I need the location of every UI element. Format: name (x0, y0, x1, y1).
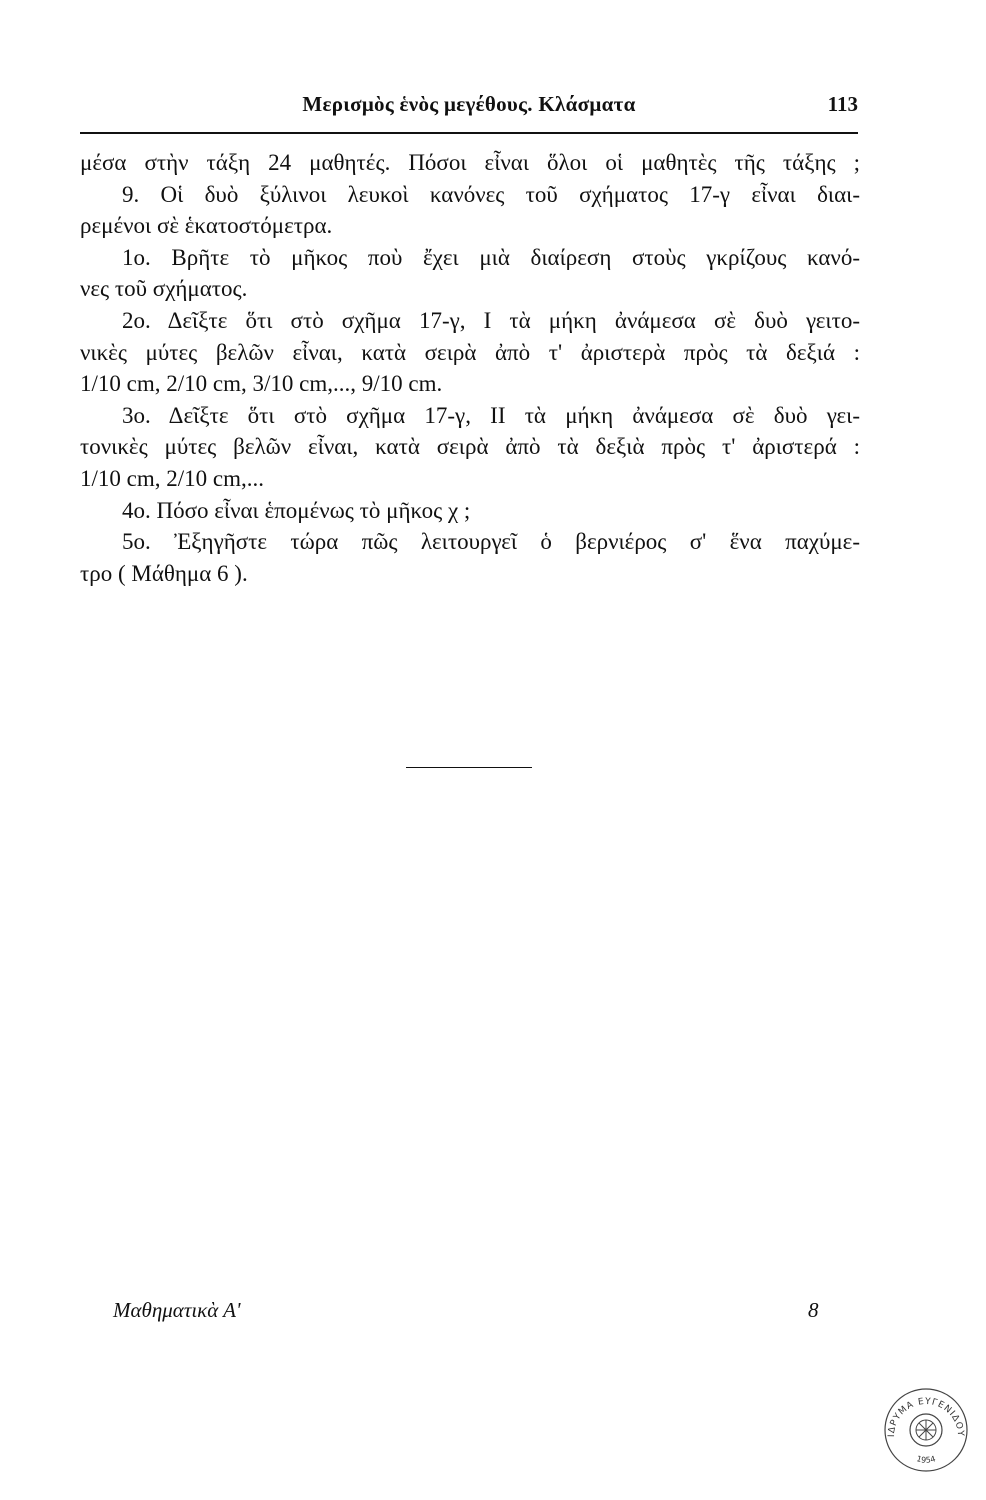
end-of-section-rule (406, 767, 532, 768)
text-line: 5ο. Ἐξηγῆστε τώρα πῶς λειτουργεῖ ὁ βερνιέρος σ' ἕνα παχύμε- (122, 529, 860, 555)
text-line: 1ο. Βρῆτε τὸ μῆκος ποὺ ἔχει μιὰ διαίρεση στοὺς γκρίζους κανό- (122, 244, 860, 270)
text-line: τονικὲς μύτες βελῶν εἶναι, κατὰ σειρὰ ἀπὸ τὰ δεξιὰ πρὸς τ' ἀριστερά : (80, 434, 860, 460)
page-number: 113 (827, 92, 858, 116)
text-line: 4ο. Πόσο εἶναι ἑπομένως τὸ μῆκος χ ; (122, 497, 471, 523)
running-head (80, 92, 858, 132)
seal-text: ΙΔΡΥΜΑ ΕΥΓΕΝΙΔΟΥ (886, 1396, 966, 1438)
text-line: μέσα στὴν τάξη 24 μαθητές. Πόσοι εἶναι ὅλοι οἱ μαθητὲς τῆς τάξης ; (80, 150, 860, 175)
running-title: Μερισμὸς ἑνὸς μεγέθους. Κλάσματα (302, 92, 636, 116)
body-text (80, 147, 860, 589)
text-line: 9. Οἱ δυὸ ξύλινοι λευκοὶ κανόνες τοῦ σχήματος 17-γ εἶναι διαι- (122, 181, 860, 207)
foundation-seal-icon (882, 1386, 970, 1474)
text-line: νικὲς μύτες βελῶν εἶναι, κατὰ σειρὰ ἀπὸ τ' ἀριστερὰ πρὸς τὰ δεξιά : (80, 339, 860, 365)
text-line: ρεμένοι σὲ ἑκατοστόμετρα. (80, 213, 333, 239)
text-line: 2ο. Δεῖξτε ὅτι στὸ σχῆμα 17-γ, I τὰ μήκη ἀνάμεσα σὲ δυὸ γειτο- (122, 307, 860, 333)
text-line: 1/10 cm, 2/10 cm, 3/10 cm,..., 9/10 cm. (80, 371, 443, 397)
text-line: τρο ( Μάθημα 6 ). (80, 560, 248, 586)
text-line: 1/10 cm, 2/10 cm,... (80, 465, 264, 491)
footer-signature-mark: 8 (808, 1298, 819, 1322)
header-rule (80, 132, 858, 134)
svg-text:1954 (915, 1454, 936, 1465)
text-line: νες τοῦ σχήματος. (80, 276, 248, 302)
footer-book-title: Μαθηματικὰ Α' (113, 1298, 241, 1322)
seal-year: 1954 (915, 1454, 937, 1465)
text-line: 3ο. Δεῖξτε ὅτι στὸ σχῆμα 17-γ, II τὰ μήκη ἀνάμεσα σὲ δυὸ γει- (122, 402, 860, 428)
